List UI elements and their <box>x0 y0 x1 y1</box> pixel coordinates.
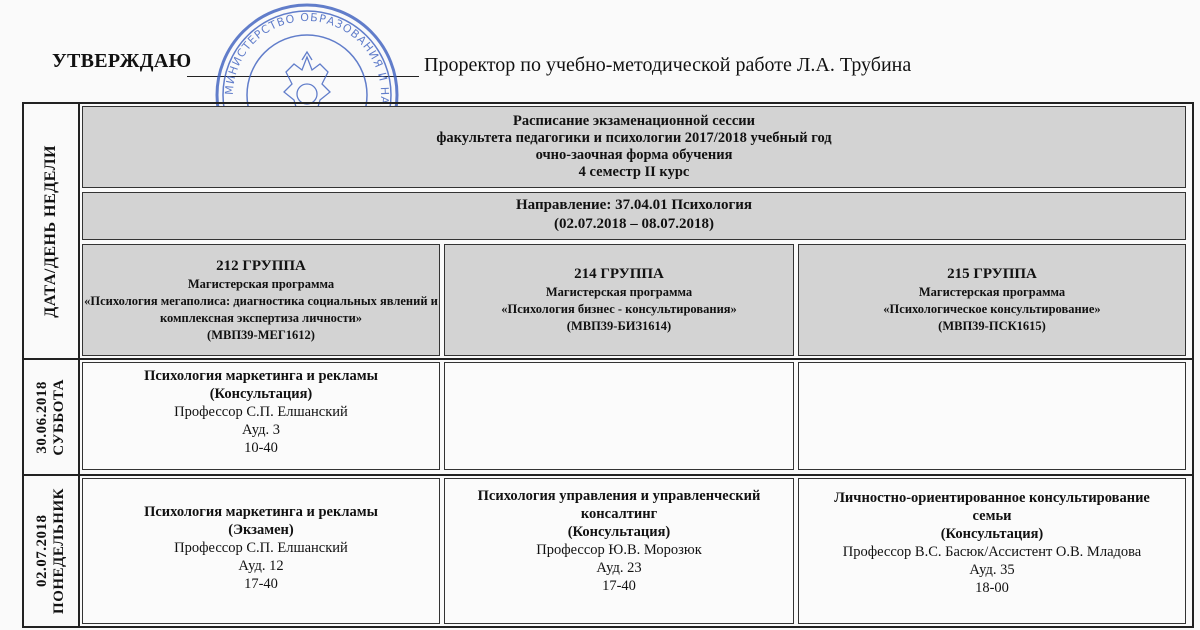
program-code: (МВП39-ПСК1615) <box>938 319 1046 333</box>
group-name: 215 ГРУППА <box>947 266 1037 282</box>
teacher: Профессор Ю.В. Морозюк <box>536 542 702 558</box>
schedule-cell <box>82 362 440 470</box>
program-code: (МВП39-БИЗ1614) <box>566 319 672 333</box>
time: 17-40 <box>244 576 278 592</box>
day-weekday: СУББОТА <box>51 378 67 456</box>
group-header-215 <box>798 244 1186 356</box>
subject: Психология маркетинга и рекламы <box>144 368 378 384</box>
schedule-cell-empty <box>798 362 1186 470</box>
title-line: 4 семестр II курс <box>578 164 690 180</box>
program-title: «Психология мегаполиса: диагностика социальных явлений и комплексная экспертиза личности» <box>84 293 438 325</box>
group-name: 212 ГРУППА <box>216 257 306 274</box>
teacher: Профессор В.С. Басюк/Ассистент О.В. Младова <box>842 544 1142 560</box>
session-type: (Консультация) <box>940 526 1044 542</box>
day-label-monday <box>24 476 80 626</box>
group-header-212 <box>82 244 440 356</box>
time: 10-40 <box>244 440 278 456</box>
schedule-cell <box>798 478 1186 624</box>
direction-header <box>82 192 1186 240</box>
time: 18-00 <box>975 580 1009 596</box>
seal-ring-text: МИНИСТЕРСТВО ОБРАЗОВАНИЯ И НА <box>222 10 392 106</box>
group-header-214 <box>444 244 794 356</box>
program-label: Магистерская программа <box>187 276 335 291</box>
title-line: Расписание экзаменационной сессии <box>512 113 755 129</box>
session-type: (Консультация) <box>567 524 671 540</box>
day-date: 02.07.2018 <box>34 514 50 588</box>
date-weekday-label: ДАТА/ДЕНЬ НЕДЕЛИ <box>42 145 59 318</box>
title-line: факультета педагогики и психологии 2017/2018 учебный год <box>436 130 832 146</box>
teacher: Профессор С.П. Елшанский <box>174 404 348 420</box>
row-divider <box>24 358 1192 360</box>
approval-label: УТВЕРЖДАЮ <box>52 50 192 72</box>
day-date: 30.06.2018 <box>34 380 50 454</box>
prorector-text: Проректор по учебно-методической работе Л.А. Трубина <box>424 54 912 76</box>
schedule-cell <box>82 478 440 624</box>
time: 17-40 <box>602 578 636 594</box>
program-label: Магистерская программа <box>918 285 1066 299</box>
subject: Личностно-ориентированное консультирование семьи <box>834 490 1150 524</box>
subject: Психология маркетинга и рекламы <box>144 504 378 520</box>
teacher: Профессор С.П. Елшанский <box>174 540 348 556</box>
room: Ауд. 12 <box>238 558 284 574</box>
schedule-cell <box>444 478 794 624</box>
title-line: очно-заочная форма обучения <box>535 147 733 163</box>
room: Ауд. 3 <box>242 422 280 438</box>
room: Ауд. 35 <box>969 562 1015 578</box>
schedule-table <box>22 102 1194 628</box>
row-divider <box>24 474 1192 476</box>
schedule-title <box>82 106 1186 188</box>
schedule-cell-empty <box>444 362 794 470</box>
program-label: Магистерская программа <box>545 285 693 299</box>
direction-line: Направление: 37.04.01 Психология <box>515 197 753 213</box>
direction-dates: (02.07.2018 – 08.07.2018) <box>554 216 714 232</box>
date-weekday-header <box>24 104 80 359</box>
program-title: «Психология бизнес - консультирования» <box>501 302 737 316</box>
day-label-saturday <box>24 360 80 474</box>
session-type: (Экзамен) <box>228 522 294 538</box>
day-weekday: ПОНЕДЕЛЬНИК <box>51 488 67 614</box>
program-title: «Психологическое консультирование» <box>883 302 1101 316</box>
program-code: (МВП39-МЕГ1612) <box>207 327 315 342</box>
session-type: (Консультация) <box>209 386 313 402</box>
subject: Психология управления и управленческий консалтинг <box>477 488 761 522</box>
group-name: 214 ГРУППА <box>574 266 664 282</box>
room: Ауд. 23 <box>596 560 642 576</box>
